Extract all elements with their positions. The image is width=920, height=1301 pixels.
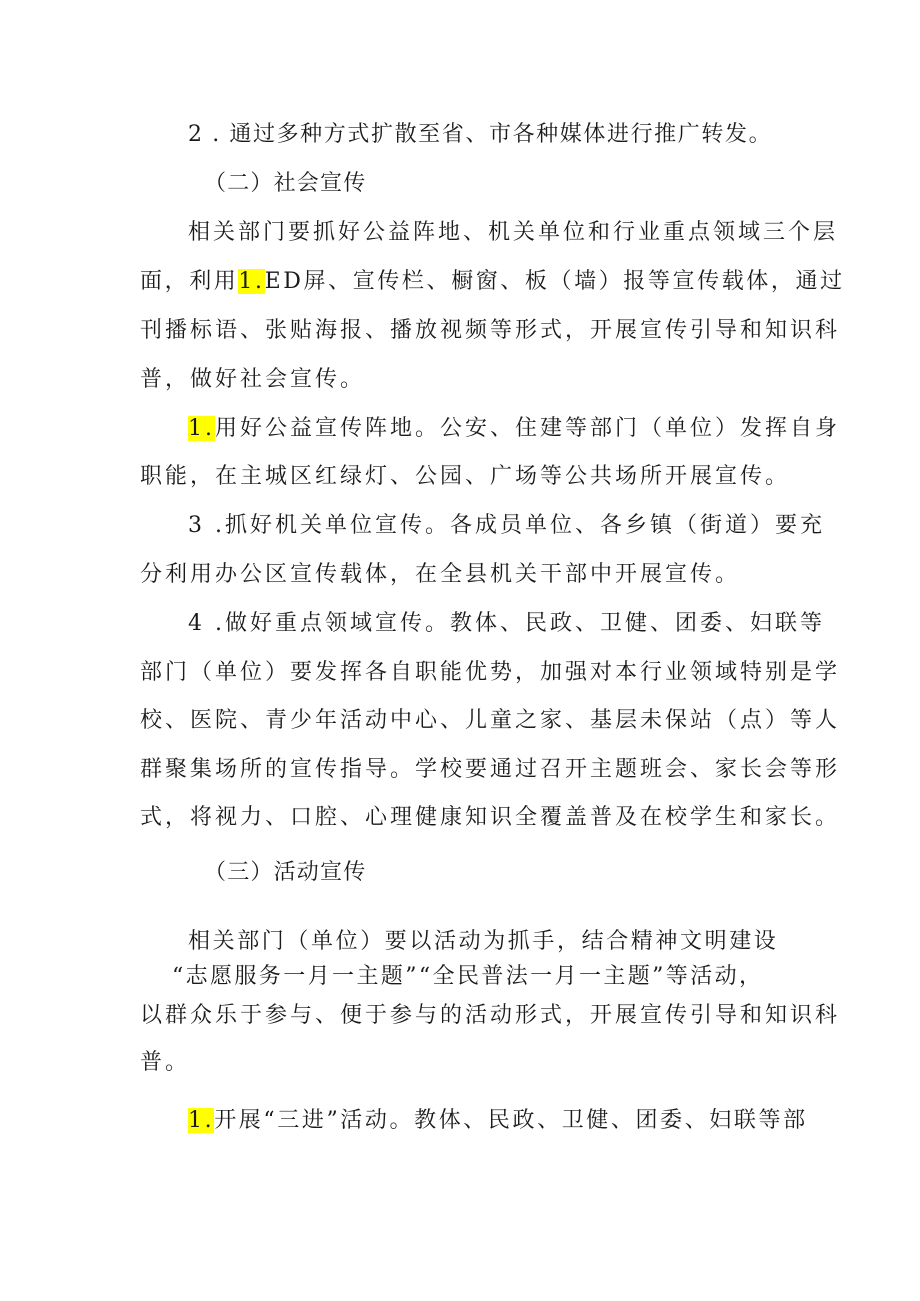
paragraph-line: “志愿服务一月一主题”“全民普法一月一主题”等活动， (172, 964, 764, 989)
paragraph-line: 3 .抓好机关单位宣传。各成员单位、各乡镇（街道）要充 (188, 513, 825, 538)
paragraph-line: 刊播标语、张贴海报、播放视频等形式，开展宣传引导和知识科 (140, 318, 841, 343)
paragraph-line: 群聚集场所的宣传指导。学校要通过召开主题班会、家长会等形 (140, 757, 841, 782)
text-span: 面，利用 (140, 269, 239, 294)
paragraph-line: 普，做好社会宣传。 (140, 367, 366, 392)
paragraph-line: 相关部门（单位）要以活动为抓手，结合精神文明建设 (188, 929, 779, 954)
section-heading: （二）社会宣传 (204, 171, 367, 196)
paragraph-line: 职能，在主城区红绿灯、公园、广场等公共场所开展宣传。 (140, 464, 791, 489)
paragraph-line: 分利用办公区宣传载体，在全县机关干部中开展宣传。 (140, 562, 741, 587)
text-span: ED屏、宣传栏、橱窗、板（墙）报等宣传载体，通过 (264, 269, 845, 294)
paragraph-line: 部门（单位）要发挥各自职能优势，加强对本行业领域特别是学 (140, 660, 841, 685)
paragraph-line (188, 1106, 808, 1136)
highlighted-text: 1. (188, 1108, 215, 1133)
paragraph-line: 校、医院、青少年活动中心、儿童之家、基层未保站（点）等人 (140, 708, 841, 733)
highlighted-text: 1. (188, 416, 215, 441)
paragraph-line: 以群众乐于参与、便于参与的活动形式，开展宣传引导和知识科 (140, 1003, 841, 1028)
section-heading: （三）活动宣传 (204, 860, 367, 885)
text-span: 用好公益宣传阵地。公安、住建等部门（单位）发挥自身 (215, 416, 841, 441)
paragraph-line (140, 267, 845, 297)
paragraph-line: 普。 (140, 1050, 191, 1075)
paragraph-line (188, 414, 840, 444)
highlighted-text: 1. (238, 269, 265, 294)
paragraph-line: 相关部门要抓好公益阵地、机关单位和行业重点领域三个层 (188, 220, 839, 245)
text-span: 开展“三进”活动。教体、民政、卫健、团委、妇联等部 (214, 1108, 808, 1133)
paragraph-line: 2 . 通过多种方式扩散至省、市各种媒体进行推广转发。 (188, 122, 773, 147)
paragraph-line: 式，将视力、口腔、心理健康知识全覆盖普及在校学生和家长。 (140, 805, 841, 830)
paragraph-line: 4 .做好重点领域宣传。教体、民政、卫健、团委、妇联等 (188, 611, 825, 636)
